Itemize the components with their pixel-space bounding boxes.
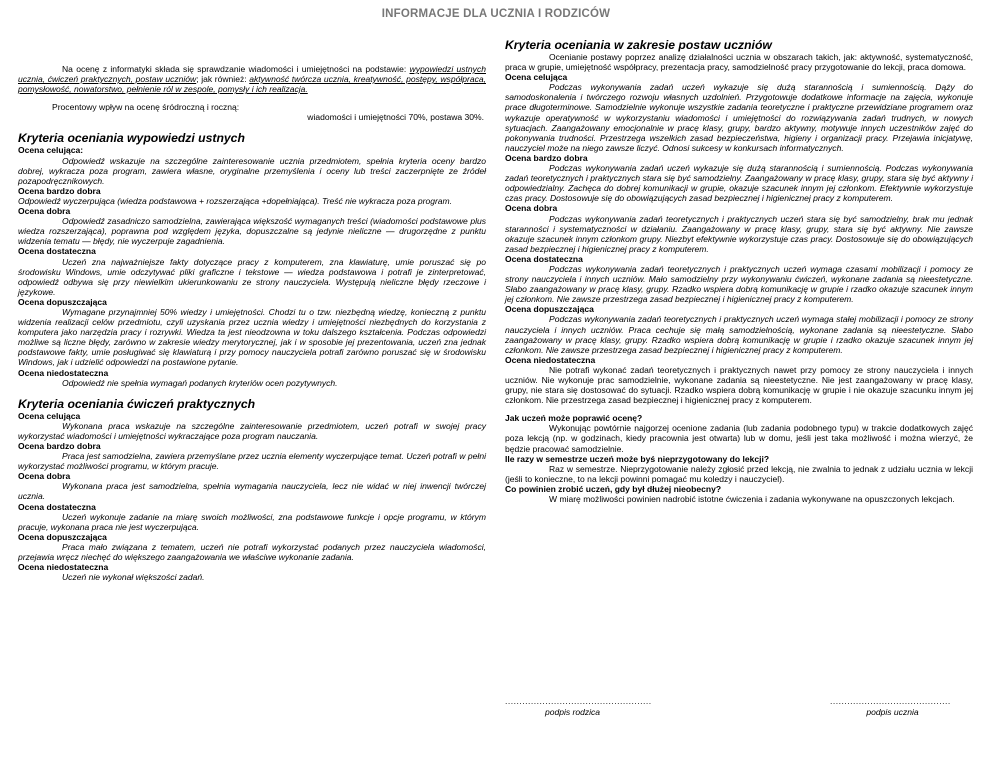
parent-signature-label: podpis rodzica <box>544 707 601 717</box>
practical-grade-description: Uczeń wykonuje zadanie na miarę swoich możliwości, zna podstawowe funkcje i opcje programu, w którym pracuje, wykonana praca nie jest wyczerpująca. <box>18 511 486 532</box>
practical-grade-description: Wykonana praca wskazuje na szczególne zainteresowanie przedmiotem, uczeń potrafi w swojej pracy wykorzystać wiadomości i umiejętności wykraczające poza program nauczania. <box>18 420 486 441</box>
attitude-grade-heading: Ocena bardzo dobra <box>505 152 588 163</box>
attitude-criteria-title: Kryteria oceniania w zakresie postaw uczniów <box>505 38 772 52</box>
attitude-grade-description: Podczas wykonywania zadań teoretycznych i praktycznych uczeń wymaga czasami mobilizacji i pomocy ze strony nauczyciela i innych uczniów. Mało samodzielny przy wykonywaniu ćwiczeń, wykonane zadania są nieestetyczne. Słabo zaangażowany w pracę klasy, grupy. Rzadko wspiera dobrą komunikację w grupie i rzadko okazuje szacunek innym jej członkom. Nie zawsze przestrzega zasad bezpiecznej i higienicznej pracy z komputerem. <box>505 263 973 305</box>
oral-grade-heading: Ocena dostateczna <box>18 246 96 257</box>
practical-grade-heading: Ocena celująca <box>18 410 81 421</box>
faq-question: Ile razy w semestrze uczeń może byś nieprzygotowany do lekcji? <box>505 453 770 464</box>
faq-question: Co powinien zrobić uczeń, gdy był dłużej nieobecny? <box>505 483 722 494</box>
practical-grade-heading: Ocena niedostateczna <box>18 562 109 573</box>
faq-answer: Raz w semestrze. Nieprzygotowanie należy zgłosić przed lekcją, nie zwalnia to jednak z udziału ucznia w lekcji (jeśli to konieczne, to na lekcji powinni pomagać mu koledzy i nauczyciel). <box>505 463 973 484</box>
practical-grade-description: Praca mało związana z tematem, uczeń nie potrafi wykorzystać podanych przez nauczyciela wiadomości, przejawia wręcz niechęć do większego zaangażowania we właściwe wykonanie zadania. <box>18 541 486 563</box>
oral-grade-description: Odpowiedź wskazuje na szczególne zainteresowanie ucznia przedmiotem, spełnia kryteria oceny bardzo dobrej, wykracza poza program, zawiera własne, oryginalne przemyślenia i oceny lub treści zaczerpnięte ze źródeł pozapodręcznikowych. <box>18 155 486 186</box>
attitude-grade-description: Podczas wykonywania zadań teoretycznych i praktycznych uczeń stara się być samodzielny, brak mu jednak staranności i systematyczności w działaniu. Zaangażowany w pracę klasy, grupy, stara się być aktywny. Nie zawsze okazuje szacunek innym członkom grupy. Niezbyt efektywnie wykorzystuje czas pracy. Dostosowuje się do obowiązujących zasad bezpiecznej i higienicznej pracy z komputerem. <box>505 213 973 254</box>
left-column <box>18 64 486 582</box>
oral-grade-heading: Ocena dopuszczająca <box>18 296 107 307</box>
intro-text: Na ocenę z informatyki składa się sprawdzanie wiadomości i umiejętności na podstawie: <box>62 64 410 74</box>
practical-grade-heading: Ocena dostateczna <box>18 501 96 512</box>
practical-grade-description: Wykonana praca jest samodzielna, spełnia wymagania nauczyciela, lecz nie widać w niej inwencji twórczej ucznia. <box>18 481 486 502</box>
oral-criteria-list <box>18 145 486 387</box>
attitude-grade-description: Podczas wykonywania zadań uczeń wykazuje się dużą starannością i sumiennością. Podczas wykonywania zadań teoretycznych i praktycznych stara się być samodzielny. Zaangażowany w pracę klasy, grupy, stara się być aktywny i odpowiedzialny. Zachęca do dobrej komunikacji w grupie, okazuje szacunek innym jej członkom. Efektywnie wykorzystuje czas pracy. Dostosowuje się do obowiązujących zasad bezpiecznej i higienicznej pracy z komputerem. <box>505 163 973 204</box>
student-signature <box>830 696 955 718</box>
oral-grade-description: Odpowiedź wyczerpująca (wiedza podstawowa + rozszerzająca +dopełniająca). Treść nie wykracza poza program. <box>18 195 453 206</box>
oral-grade-description: Uczeń zna najważniejsze fakty dotyczące pracy z komputerem, zna klawiaturę, umie poruszać się po środowisku Windows, umie odczytywać pliki graficzne i tekstowe — wiedza podstawowa i potrafi je zinterpretować, odpowiedź odbywa się przy niewielkim ukierunkowaniu ze strony nauczyciela. Występują nieliczne błędy rzeczowe i językowe. <box>18 256 486 297</box>
oral-grade-heading: Ocena bardzo dobra <box>18 185 101 196</box>
attitude-criteria-list <box>505 72 973 405</box>
intro-text-2: ; jak również: <box>196 74 250 85</box>
attitude-intro: Ocenianie postawy poprzez analizę działalności ucznia w obszarach takich, jak: aktywność, systematyczność, praca w grupie, umiejętność współpracy, prezentacja pracy, samodzielność pracy przygotowanie do lekcji, praca domowa. <box>505 52 973 73</box>
attitude-grade-description: Nie potrafi wykonać zadań teoretycznych i praktycznych nawet przy pomocy ze strony nauczyciela i innych uczniów. Nie wykonuje prac samodzielnie, wykonane zadania są nieestetyczne. Nie jest zaangażowany w pracę klasy, grupy, nie stara się dostosować do sytuacji. Rzadko wspiera dobrą komunikację w grupie i nie okazuje szacunku innym jej członkom. Nie przestrzega zasad bezpiecznej i higienicznej pracy z komputerem. <box>505 364 973 406</box>
oral-grade-heading: Ocena niedostateczna <box>18 367 109 378</box>
oral-grade-heading: Ocena dobra <box>18 206 71 217</box>
intro-components: wypowiedzi ustnych ucznia, ćwiczeń praktycznych, postaw uczniów <box>18 64 486 85</box>
practical-criteria-list <box>18 411 486 583</box>
student-signature-line: .......................................... <box>830 696 951 706</box>
oral-criteria-title: Kryteria oceniania wypowiedzi ustnych <box>18 131 245 146</box>
practical-criteria-title: Kryteria oceniania ćwiczeń praktycznych <box>18 396 256 411</box>
attitude-grade-heading: Ocena dostateczna <box>505 253 583 264</box>
oral-grade-description: Odpowiedź zasadniczo samodzielna, zawierająca większość wymaganych treści (wiadomości podstawowe plus wiedza rozszerzająca), poprawna pod względem języka, dopuszczalne są jedynie nieliczne — drugorzędne z punktu widzenia tematu — błędy, nie wyczerpuje zagadnienia. <box>18 216 486 247</box>
oral-grade-description: Wymagane przynajmniej 50% wiedzy i umiejętności. Chodzi tu o tzw. niezbędną wiedzę, konieczną z punktu widzenia realizacji celów przedmiotu, czyli uzyskania przez ucznia wiedzy i umiejętności niezbędnych do korzystania z komputera jako narzędzia pracy i rozrywki. Wiedza ta jest nieodzowna w toku dalszego kształcenia. Podczas odpowiedzi możliwe są liczne błędy, zarówno w zakresie wiedzy merytorycznej, jak i w sposobie jej prezentowania, uczeń zna jednak podstawowe fakty, umie posługiwać się klawiaturą i przy pomocy nauczyciela potrafi zarówno poruszać się w środowisku Windows, jak i udzielić odpowiedzi na postawione pytanie. <box>18 306 486 368</box>
attitude-grade-heading: Ocena dopuszczająca <box>505 304 594 315</box>
faq-question: Jak uczeń może poprawić ocenę? <box>505 413 643 424</box>
practical-grade-heading: Ocena dopuszczająca <box>18 531 107 542</box>
attitude-grade-description: Podczas wykonywania zadań uczeń wykazuje się dużą starannością i sumiennością. Dąży do samodoskonalenia i twórczego rozwoju własnych uzdolnień. Przygotowuje dodatkowe informacje na zajęcia, wykonuje prace długoterminowe. Samodzielnie wykonuje wszystkie zadania teoretyczne i praktyczne przewidziane programem oraz wykazuje operatywność w wykorzystaniu wiadomości i umiejętności do rozwiązywania zadań trudnych, w nowych sytuacjach. Zaangażowany emocjonalnie w pracę klasy, grupy, bardzo aktywny, motywuje innych uczestników zajęć do pokonywania trudności. Przestrzega wszelkich zasad bezpieczeństwa, higieny i organizacji pracy. Przejawia inicjatywę, nauczyciel może na niego zawsze liczyć. Odnosi sukcesy w konkursach informatycznych. <box>505 82 973 153</box>
percent-values: wiadomości i umiejętności 70%, postawa 30%. <box>307 112 484 123</box>
practical-grade-description: Praca jest samodzielna, zawiera przemyślane przez ucznia elementy wyczerpujące temat. Uczeń potrafi w pełni wykorzystać możliwości programu, w którym pracuje. <box>18 451 486 472</box>
student-signature-label: podpis ucznia <box>866 707 919 717</box>
faq-list <box>505 413 973 504</box>
parent-signature-line: ................................................... <box>505 696 652 706</box>
parent-signature <box>505 696 652 718</box>
document-title: INFORMACJE DLA UCZNIA I RODZICÓW <box>381 8 611 20</box>
attitude-grade-heading: Ocena niedostateczna <box>505 354 596 365</box>
faq-answer: Wykonując powtórnie najgorzej ocenione zadania (lub zadania podobnego typu) w trakcie dodatkowych zajęć poza lekcją (np. w godzinach, kiedy pracownia jest otwarta) lub w domu, jeśli jest taka możliwość i można wierzyć, że będzie pracować samodzielnie. <box>505 423 973 454</box>
attitude-grade-description: Podczas wykonywania zadań teoretycznych i praktycznych uczeń wymaga stałej mobilizacji i pomocy ze strony nauczyciela i innych uczniów. Praca cechuje się małą samodzielnością, wykonane zadania są nieestetyczne. Słabo zaangażowany w pracę klasy, grupy. Rzadko wspiera dobrą komunikację w grupie i rzadko okazuje szacunek innym jej członkom. Nie zawsze przestrzega zasad bezpiecznej i higienicznej pracy z komputerem. <box>505 314 973 355</box>
practical-grade-description: Uczeń nie wykonał większości zadań. <box>62 572 205 583</box>
right-column <box>505 38 973 504</box>
percent-heading: Procentowy wpływ na ocenę śródroczną i roczną: <box>52 102 240 113</box>
attitude-grade-heading: Ocena celująca <box>505 72 568 83</box>
faq-answer: W miarę możliwości powinien nadrobić istotne ćwiczenia i zadania wykonywane na opuszczonych lekcjach. <box>549 494 955 505</box>
attitude-grade-heading: Ocena dobra <box>505 203 558 214</box>
intro-extra-components: aktywność twórcza ucznia, kreatywność, postępy, współpraca, pomysłowość, nowatorstwo, pełnienie ról w zespole, pomysły i ich realizacja. <box>18 74 486 95</box>
oral-grade-description: Odpowiedź nie spełnia wymagań podanych kryteriów ocen pozytywnych. <box>62 377 338 388</box>
intro-paragraph <box>18 64 486 94</box>
practical-grade-heading: Ocena bardzo dobra <box>18 441 101 451</box>
practical-grade-heading: Ocena dobra <box>18 471 71 482</box>
oral-grade-heading: Ocena celująca: <box>18 145 84 156</box>
